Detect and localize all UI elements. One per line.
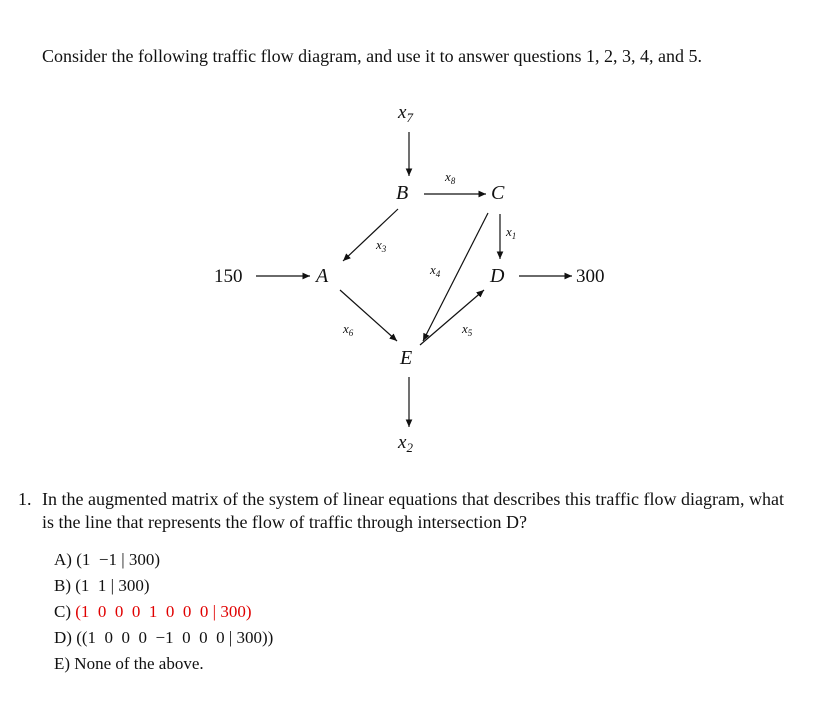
question-number: 1. — [18, 489, 32, 509]
node-e: E — [400, 347, 413, 369]
arrow-b-to-a — [343, 209, 398, 261]
option-c[interactable] — [54, 599, 273, 625]
arrow-c-to-e — [423, 213, 488, 341]
label-x1: $x_1$ — [506, 224, 517, 241]
option-a-label: A) — [54, 550, 72, 569]
option-d-label: D) — [54, 628, 72, 647]
label-x4: $x_4$ — [430, 262, 441, 279]
option-b-text: (1 1 | 300) — [75, 576, 150, 595]
option-e-label: E) — [54, 654, 71, 673]
intro-text: Consider the following traffic flow diagram, and use it to answer questions 1, 2, 3, 4, and 5. — [42, 46, 703, 66]
option-b[interactable] — [54, 573, 273, 599]
node-d: D — [490, 265, 505, 287]
label-x2: $x_2$ — [398, 432, 413, 455]
option-e[interactable] — [54, 651, 273, 677]
inflow-value: 150 — [214, 266, 243, 287]
option-c-label: C) — [54, 602, 71, 621]
answer-options — [54, 547, 273, 677]
option-a[interactable] — [54, 547, 273, 573]
node-b: B — [396, 182, 409, 204]
option-d-text: ((1 0 0 0 −1 0 0 0 | 300)) — [76, 628, 274, 647]
option-d[interactable] — [54, 625, 273, 651]
label-x6: $x_6$ — [343, 321, 354, 338]
arrow-e-to-d — [420, 290, 484, 345]
node-c: C — [491, 182, 505, 204]
option-e-text: None of the above. — [74, 654, 204, 673]
label-x8: $x_8$ — [445, 169, 456, 186]
question-1 — [18, 488, 798, 534]
label-x7: $x_7$ — [398, 102, 413, 125]
question-text: In the augmented matrix of the system of linear equations that describes this traffic flow diagram, what is the line that represents the flow of traffic through intersection D? — [42, 489, 784, 532]
option-b-label: B) — [54, 576, 71, 595]
option-a-text: (1 −1 | 300) — [76, 550, 161, 569]
label-x5: $x_5$ — [462, 321, 473, 338]
option-c-text: (1 0 0 0 1 0 0 0 | 300) — [75, 602, 252, 621]
label-x3: $x_3$ — [376, 237, 387, 254]
outflow-value: 300 — [576, 266, 605, 287]
node-a: A — [316, 265, 329, 287]
